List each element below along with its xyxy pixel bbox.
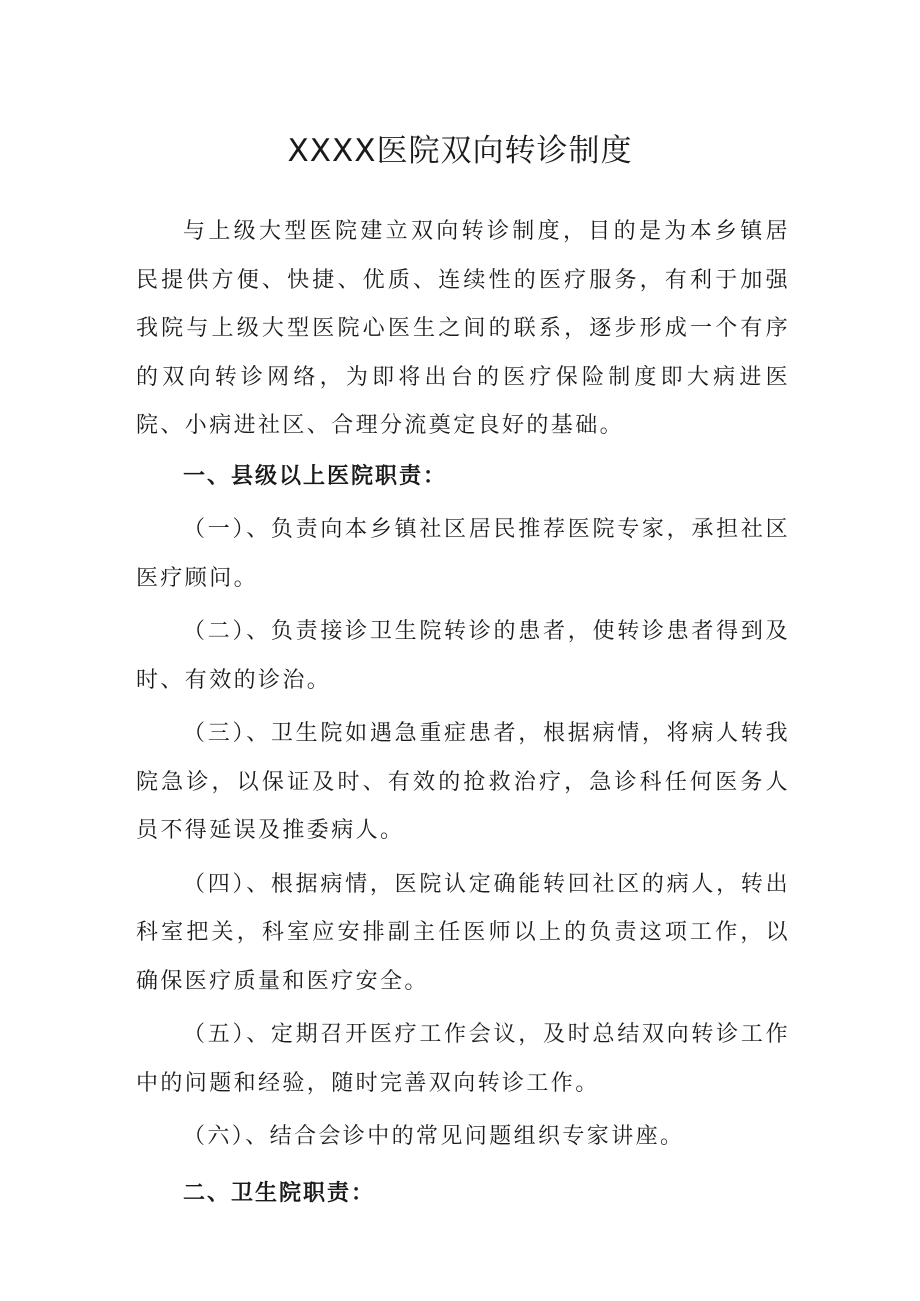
duty-item-3: （三）、卫生院如遇急重症患者，根据病情，将病人转我院急诊，以保证及时、有效的抢救治疗，急诊科任何医务人员不得延误及推委病人。 (136, 721, 790, 843)
duty-item-1: （一）、负责向本乡镇社区居民推荐医院专家，承担社区医疗顾问。 (136, 517, 790, 591)
duty-item-5: （五）、定期召开医疗工作会议，及时总结双向转诊工作中的问题和经验，随时完善双向转诊工作。 (136, 1022, 790, 1096)
intro-paragraph: 与上级大型医院建立双向转诊制度，目的是为本乡镇居民提供方便、快捷、优质、连续性的医疗服务，有利于加强我院与上级大型医院心医生之间的联系，逐步形成一个有序的双向转诊网络，为即将出台的医疗保险制度即大病进医院、小病进社区、合理分流奠定良好的基础。 (136, 219, 790, 438)
duty-item-2: （二）、负责接诊卫生院转诊的患者，使转诊患者得到及时、有效的诊治。 (136, 619, 790, 693)
document-title: XXXX医院双向转诊制度 (287, 132, 633, 169)
duty-item-4: （四）、根据病情，医院认定确能转回社区的病人，转出科室把关，科室应安排副主任医师以上的负责这项工作，以确保医疗质量和医疗安全。 (136, 871, 790, 994)
section-heading-county-hospital: 一、县级以上医院职责： (183, 463, 448, 489)
duty-item-6: （六）、结合会诊中的常见问题组织专家讲座。 (183, 1124, 685, 1149)
document-body (136, 208, 790, 1218)
section-heading-health-center: 二、卫生院职责： (183, 1180, 376, 1206)
